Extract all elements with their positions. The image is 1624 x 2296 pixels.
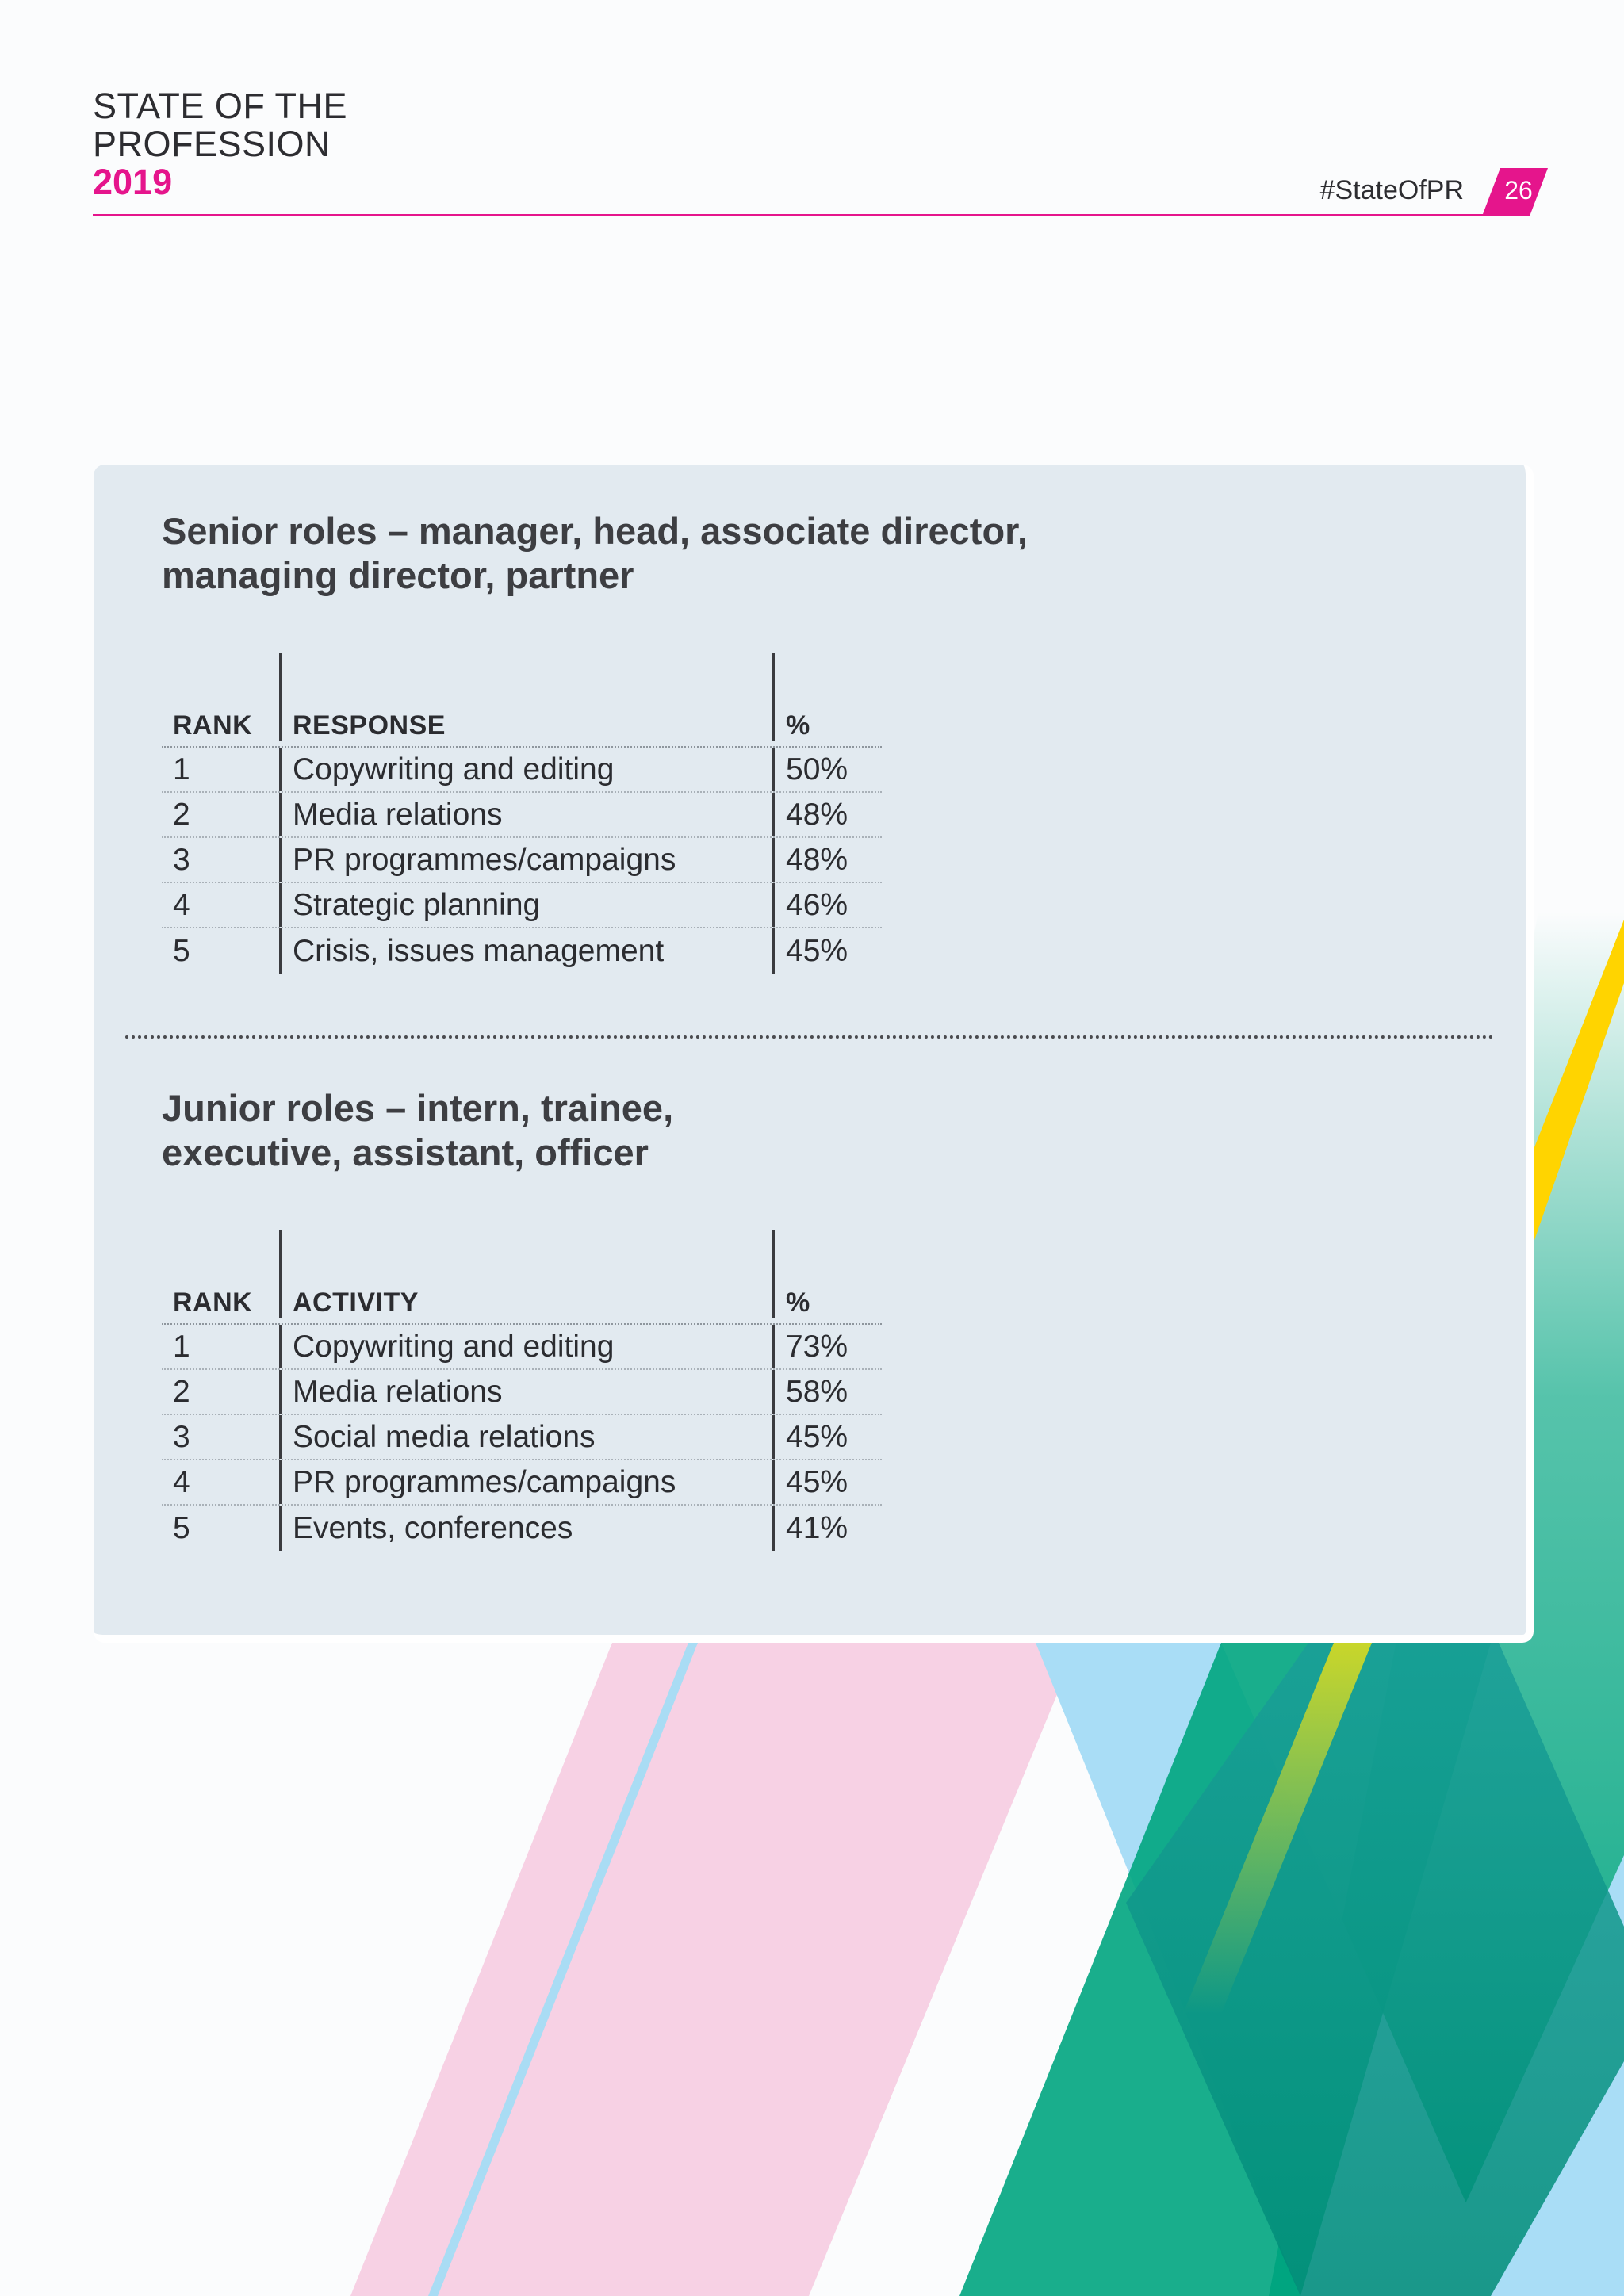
senior-roles-title xyxy=(162,509,1028,598)
activity-cell: Events, conferences xyxy=(279,1506,772,1551)
brand-block xyxy=(93,87,347,201)
rank-cell: 4 xyxy=(173,1464,190,1499)
header-activity: ACTIVITY xyxy=(279,1280,772,1318)
table-row xyxy=(162,1506,882,1551)
junior-roles-table xyxy=(162,1230,882,1551)
header-rank: RANK xyxy=(173,710,253,740)
senior-roles-table xyxy=(162,653,882,974)
percent-cell: 48% xyxy=(772,838,882,882)
response-cell: Media relations xyxy=(279,793,772,836)
table-row xyxy=(162,928,882,974)
rank-cell: 5 xyxy=(173,933,190,968)
percent-cell: 73% xyxy=(772,1325,882,1368)
table-row xyxy=(162,748,882,793)
page-number: 26 xyxy=(1504,176,1533,205)
percent-cell: 45% xyxy=(772,928,882,974)
response-cell: Strategic planning xyxy=(279,883,772,927)
rank-cell: 3 xyxy=(173,842,190,877)
rank-cell: 1 xyxy=(173,752,190,786)
table-row xyxy=(162,793,882,838)
junior-roles-title xyxy=(162,1086,673,1175)
response-cell: Crisis, issues management xyxy=(279,928,772,974)
rank-cell: 5 xyxy=(173,1510,190,1545)
table-row xyxy=(162,1325,882,1370)
junior-title-line2: executive, assistant, officer xyxy=(162,1131,649,1173)
percent-cell: 45% xyxy=(772,1415,882,1459)
response-cell: PR programmes/campaigns xyxy=(279,838,772,882)
activity-cell: Media relations xyxy=(279,1370,772,1414)
percent-cell: 48% xyxy=(772,793,882,836)
table-row xyxy=(162,883,882,928)
header-rule xyxy=(93,214,1530,216)
pink-band xyxy=(350,1643,1078,2296)
activity-cell: PR programmes/campaigns xyxy=(279,1460,772,1504)
senior-title-line2: managing director, partner xyxy=(162,554,634,596)
percent-cell: 58% xyxy=(772,1370,882,1414)
rank-cell: 3 xyxy=(173,1419,190,1454)
header-rank: RANK xyxy=(173,1288,253,1318)
section-divider xyxy=(125,1035,1494,1039)
header-response: RESPONSE xyxy=(279,702,772,741)
rank-cell: 1 xyxy=(173,1329,190,1364)
percent-cell: 50% xyxy=(772,748,882,791)
header-percent: % xyxy=(772,1280,882,1318)
brand-year: 2019 xyxy=(93,162,173,202)
table-row xyxy=(162,1370,882,1415)
percent-cell: 41% xyxy=(772,1506,882,1551)
table-top-spacer xyxy=(162,653,882,702)
rank-cell: 2 xyxy=(173,1374,190,1409)
rank-cell: 4 xyxy=(173,887,190,922)
table-row xyxy=(162,1460,882,1506)
table-header-row xyxy=(162,702,882,748)
percent-cell: 45% xyxy=(772,1460,882,1504)
junior-title-line1: Junior roles – intern, trainee, xyxy=(162,1087,674,1129)
table-header-row xyxy=(162,1280,882,1325)
hashtag: #StateOfPR xyxy=(1320,175,1464,205)
table-row xyxy=(162,838,882,883)
table-row xyxy=(162,1415,882,1460)
brand-title-line1: STATE OF THE xyxy=(93,86,348,126)
activity-cell: Copywriting and editing xyxy=(279,1325,772,1368)
table-top-spacer xyxy=(162,1230,882,1280)
response-cell: Copywriting and editing xyxy=(279,748,772,791)
header-percent: % xyxy=(772,702,882,741)
senior-title-line1: Senior roles – manager, head, associate director, xyxy=(162,510,1028,552)
page-number-tab xyxy=(1483,168,1548,214)
rank-cell: 2 xyxy=(173,797,190,832)
activity-cell: Social media relations xyxy=(279,1415,772,1459)
content-card xyxy=(94,465,1534,1643)
brand-title-line2: PROFESSION xyxy=(93,124,331,164)
percent-cell: 46% xyxy=(772,883,882,927)
